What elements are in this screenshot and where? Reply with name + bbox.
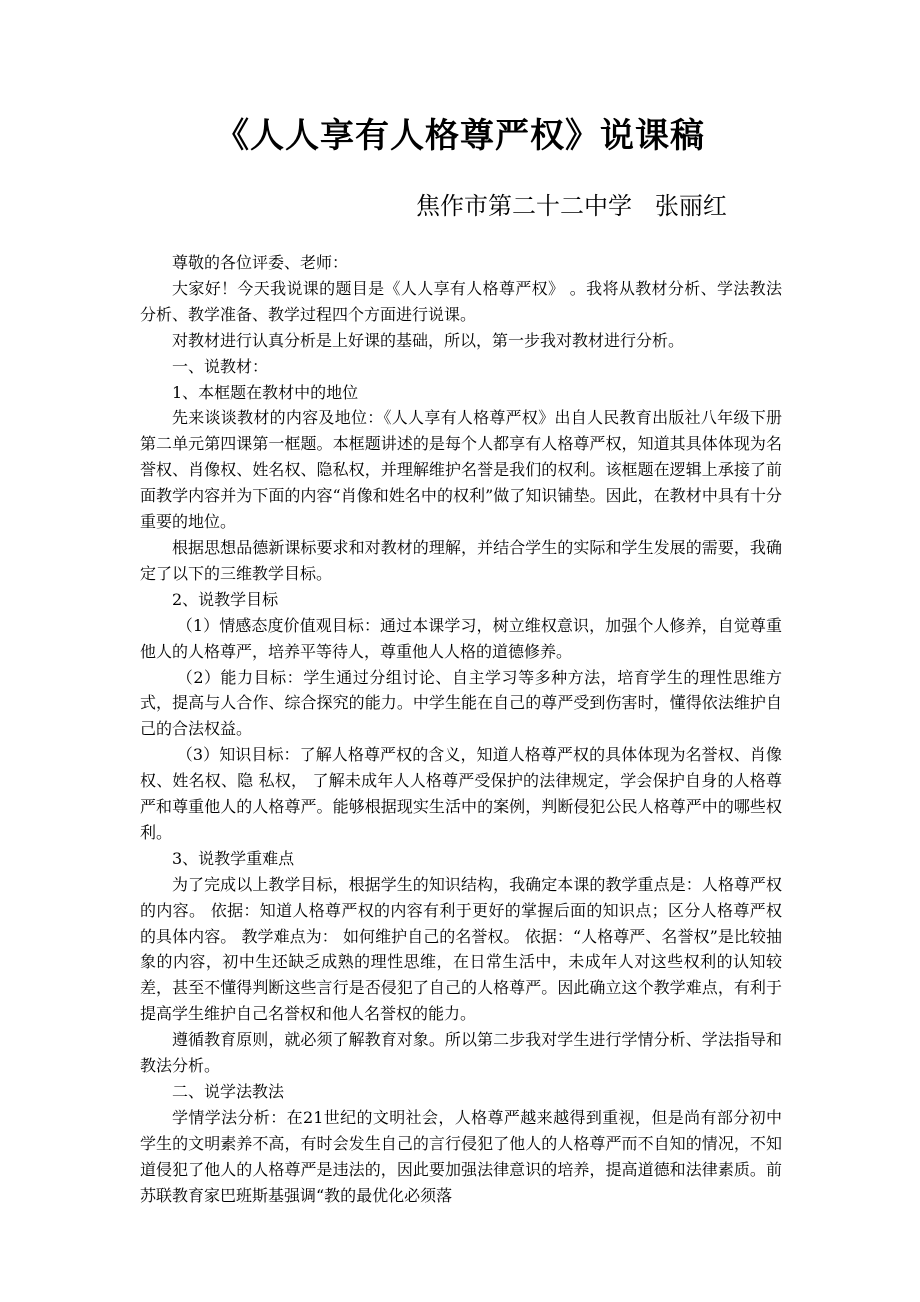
paragraph-salutation: 尊敬的各位评委、老师： bbox=[172, 253, 349, 272]
paragraph-greeting: 大家好！今天我说课的题目是《人人享有人格尊严权》 。我将从教材分析、学法教法分析、教学准备、教学过程四个方面进行说课。 bbox=[140, 278, 782, 324]
subheading-key-points: 3、说教学重难点 bbox=[172, 848, 295, 868]
section-heading-textbook: 一、说教材： bbox=[172, 356, 269, 376]
document-title: 《人人享有人格尊严权》说课稿 bbox=[215, 116, 705, 156]
subheading-status: 1、本框题在教材中的地位 bbox=[172, 382, 359, 402]
section-heading-methods: 二、说学法教法 bbox=[172, 1082, 285, 1101]
paragraph-key-points: 为了完成以上教学目标，根据学生的知识结构，我确定本课的教学重点是：人格尊严权的内容。 依据：知道人格尊严权的内容有利于更好的掌握后面的知识点；区分人格尊严权的具体内容。 教学难点为： 如何维护自己的名誉权。 依据：“人格尊严、名誉权”是比较抽象的内容，初中生还缺乏成熟的理性思维，在日常生活中，未成年人对这些权利的认知较差，甚至不懂得判断这些言行是否侵犯了自己的人格尊严。因此确立这个教学难点，有利于提高学生维护自己名誉权和他人名誉权的能力。 bbox=[140, 874, 782, 1024]
subheading-goals: 2、说教学目标 bbox=[172, 589, 279, 609]
paragraph-education-principle: 遵循教育原则，就必须了解教育对象。所以第二步我对学生进行学情分析、学法指导和教法分析。 bbox=[140, 1030, 782, 1076]
document-body bbox=[140, 250, 782, 1209]
paragraph-intro: 对教材进行认真分析是上好课的基础，所以，第一步我对教材进行分析。 bbox=[172, 330, 685, 350]
document-author: 焦作市第二十二中学 张丽红 bbox=[416, 192, 727, 220]
paragraph-learning-analysis: 学情学法分析：在21世纪的文明社会，人格尊严越来越得到重视，但是尚有部分初中学生的文明素养不高，有时会发生自己的言行侵犯了他人的人格尊严而不自知的情况，不知道侵犯了他人的人格尊严是违法的，因此要加强法律意识的培养，提高道德和法律素质。前苏联教育家巴班斯基强调“教的最优化必须落 bbox=[140, 1107, 782, 1205]
paragraph-goals-basis: 根据思想品德新课标要求和对教材的理解，并结合学生的实际和学生发展的需要，我确定了以下的三维教学目标。 bbox=[140, 537, 782, 583]
paragraph-goal-knowledge: （3）知识目标：了解人格尊严权的含义，知道人格尊严权的具体体现为名誉权、肖像权、姓名权、隐 私权， 了解未成年人人格尊严受保护的法律规定，学会保护自身的人格尊严和尊重他人的人格尊严。能够根据现实生活中的案例，判断侵犯公民人格尊严中的哪些权利。 bbox=[140, 745, 782, 842]
paragraph-goal-ability: （2）能力目标：学生通过分组讨论、自主学习等多种方法，培育学生的理性思维方式，提高与人合作、综合探究的能力。中学生能在自己的尊严受到伤害时，懂得依法维护自己的合法权益。 bbox=[140, 667, 782, 739]
paragraph-textbook-status: 先来谈谈教材的内容及地位：《人人享有人格尊严权》出自人民教育出版社八年级下册第二单元第四课第一框题。本框题讲述的是每个人都享有人格尊严权，知道其具体体现为名誉权、肖像权、姓名权、隐私权，并理解维护名誉是我们的权利。该框题在逻辑上承接了前面教学内容并为下面的内容“肖像和姓名中的权利”做了知识铺垫。因此，在教材中具有十分重要的地位。 bbox=[140, 408, 782, 532]
paragraph-goal-emotion: （1）情感态度价值观目标：通过本课学习，树立维权意识，加强个人修养，自觉尊重他人的人格尊严，培养平等待人，尊重他人人格的道德修养。 bbox=[140, 615, 782, 661]
